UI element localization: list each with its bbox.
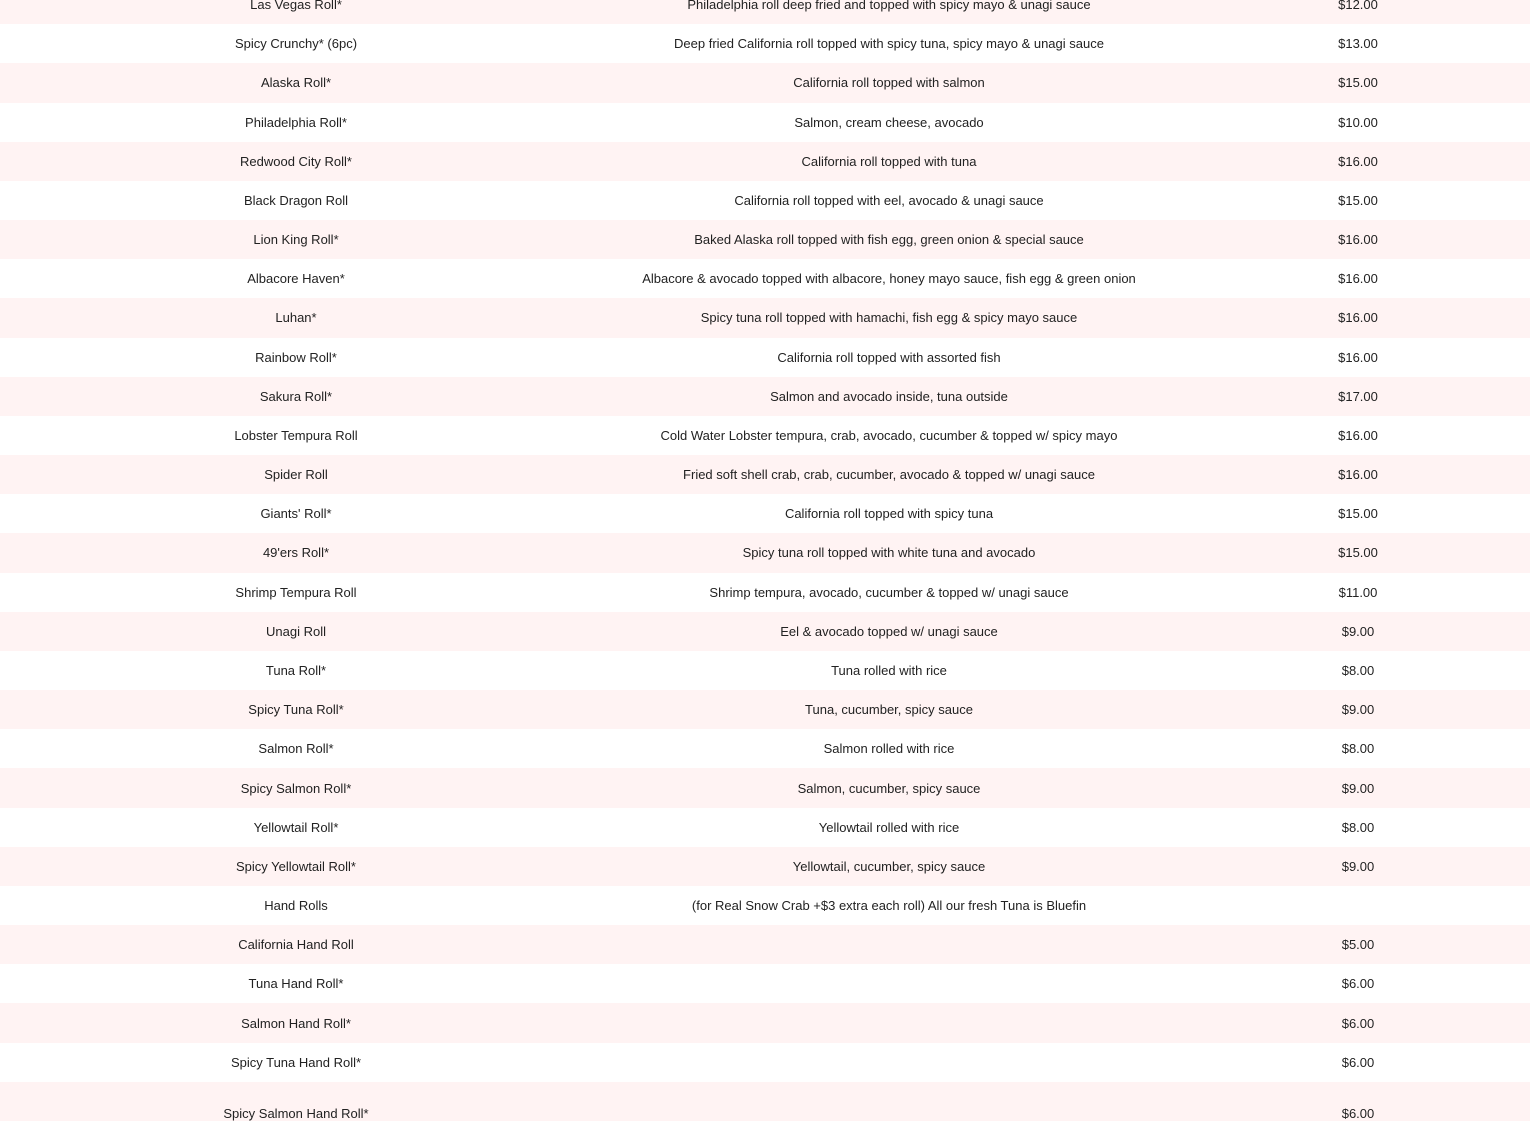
item-price: $6.00: [1341, 1015, 1375, 1031]
item-name: Unagi Roll: [266, 623, 326, 639]
item-name: Giants' Roll*: [260, 506, 332, 522]
item-price: $8.00: [1341, 741, 1375, 757]
item-price: $8.00: [1341, 663, 1375, 678]
item-description: California roll topped with assorted fish: [777, 349, 1001, 365]
menu-row-las-vegas-roll: [0, 0, 1530, 24]
item-price: $5.00: [1341, 937, 1375, 953]
menu-row-rainbow-roll: [0, 338, 1530, 377]
item-price: $9.00: [1341, 780, 1375, 796]
item-name: Philadelphia Roll*: [245, 114, 347, 130]
item-price: $16.00: [1338, 232, 1378, 248]
item-description: Philadelphia roll deep fried and topped with spicy mayo & unagi sauce: [687, 0, 1091, 13]
menu-row-albacore-haven: [0, 259, 1530, 298]
menu-row-spider-roll: [0, 455, 1530, 494]
item-description: Eel & avocado topped w/ unagi sauce: [780, 623, 998, 639]
menu-row-california-hand-roll: [0, 925, 1530, 964]
item-price: $9.00: [1341, 702, 1375, 718]
item-description: Cold Water Lobster tempura, crab, avocado, cucumber & topped w/ spicy mayo: [660, 427, 1118, 443]
item-price: $16.00: [1338, 427, 1378, 443]
item-description: Yellowtail, cucumber, spicy sauce: [792, 858, 986, 874]
item-name: 49'ers Roll*: [262, 545, 330, 561]
item-name: Lion King Roll*: [253, 232, 339, 248]
item-price: $10.00: [1338, 114, 1378, 130]
menu-row-spicy-tuna-roll: [0, 690, 1530, 729]
item-price: $16.00: [1338, 271, 1378, 287]
item-name: Spicy Salmon Hand Roll*: [223, 1105, 369, 1121]
item-name: Tuna Hand Roll*: [248, 976, 344, 992]
item-description: California roll topped with spicy tuna: [784, 506, 994, 522]
item-name: Spicy Salmon Roll*: [240, 780, 352, 796]
item-description: Spicy tuna roll topped with hamachi, fish egg & spicy mayo sauce: [700, 310, 1078, 326]
item-price: $8.00: [1341, 819, 1375, 835]
item-description: California roll topped with salmon: [793, 75, 985, 91]
item-description: California roll topped with eel, avocado & unagi sauce: [734, 192, 1044, 208]
item-name: Rainbow Roll*: [255, 349, 337, 365]
item-name: Spicy Tuna Hand Roll*: [230, 1054, 362, 1070]
item-description: Salmon, cream cheese, avocado: [794, 114, 984, 130]
menu-row-tuna-roll: [0, 651, 1530, 690]
menu-row-alaska-roll: [0, 63, 1530, 102]
menu-row-shrimp-tempura-roll: [0, 573, 1530, 612]
item-price: $16.00: [1338, 349, 1378, 365]
item-name: Salmon Hand Roll*: [241, 1015, 351, 1031]
item-description: Salmon, cucumber, spicy sauce: [797, 780, 981, 796]
item-price: $16.00: [1338, 310, 1378, 326]
item-name: Tuna Roll*: [265, 663, 327, 678]
item-name: Spicy Tuna Roll*: [248, 702, 344, 718]
item-price: $17.00: [1338, 388, 1378, 404]
item-price: $6.00: [1341, 1054, 1375, 1070]
menu-row-sakura-roll: [0, 377, 1530, 416]
item-name: Albacore Haven*: [247, 271, 345, 287]
item-price: $6.00: [1341, 1105, 1375, 1121]
item-description: Fried soft shell crab, crab, cucumber, avocado & topped w/ unagi sauce: [683, 467, 1095, 483]
menu-row-unagi-roll: [0, 612, 1530, 651]
item-description: Tuna, cucumber, spicy sauce: [805, 702, 973, 718]
item-price: $6.00: [1341, 976, 1375, 992]
section-name: Hand Rolls: [264, 898, 328, 914]
item-price: $15.00: [1338, 192, 1378, 208]
item-description: Baked Alaska roll topped with fish egg, green onion & special sauce: [694, 232, 1084, 248]
menu-row-spicy-salmon-roll: [0, 768, 1530, 807]
item-description: Yellowtail rolled with rice: [818, 819, 960, 835]
menu-row-lion-king-roll: [0, 220, 1530, 259]
menu-row-lobster-tempura-roll: [0, 416, 1530, 455]
menu-row-salmon-hand-roll: [0, 1003, 1530, 1042]
menu-row-spicy-salmon-hand-roll: [0, 1082, 1530, 1121]
menu-row-49ers-roll: [0, 533, 1530, 572]
menu-row-philadelphia-roll: [0, 103, 1530, 142]
item-description: Deep fried California roll topped with spicy tuna, spicy mayo & unagi sauce: [674, 36, 1104, 52]
item-name: Spicy Yellowtail Roll*: [236, 858, 356, 874]
menu-row-salmon-roll: [0, 729, 1530, 768]
item-name: Luhan*: [275, 310, 317, 326]
item-price: $11.00: [1338, 584, 1378, 600]
item-description: Shrimp tempura, avocado, cucumber & topped w/ unagi sauce: [709, 584, 1069, 600]
item-price: $16.00: [1338, 467, 1378, 483]
menu-row-spicy-crunchy: [0, 24, 1530, 63]
item-price: $12.00: [1338, 0, 1378, 13]
item-name: Shrimp Tempura Roll: [235, 584, 357, 600]
item-name: Alaska Roll*: [260, 75, 332, 91]
item-description: California roll topped with tuna: [801, 153, 977, 169]
item-price: $13.00: [1338, 36, 1378, 52]
menu-row-luhan: [0, 298, 1530, 337]
section-note: (for Real Snow Crab +$3 extra each roll) All our fresh Tuna is Bluefin: [691, 898, 1087, 914]
menu-row-redwood-city-roll: [0, 142, 1530, 181]
item-name: Salmon Roll*: [258, 741, 334, 757]
item-description: Salmon and avocado inside, tuna outside: [770, 388, 1008, 404]
item-price: $16.00: [1338, 153, 1378, 169]
item-name: Black Dragon Roll: [243, 192, 349, 208]
menu-row-yellowtail-roll: [0, 808, 1530, 847]
item-description: Spicy tuna roll topped with white tuna and avocado: [742, 545, 1036, 561]
item-price: $9.00: [1341, 858, 1375, 874]
menu-row-black-dragon-roll: [0, 181, 1530, 220]
item-name: Las Vegas Roll*: [250, 0, 342, 13]
menu-row-tuna-hand-roll: [0, 964, 1530, 1003]
item-description: Albacore & avocado topped with albacore, honey mayo sauce, fish egg & green onion: [642, 271, 1136, 287]
item-name: Sakura Roll*: [259, 388, 333, 404]
item-price: $15.00: [1338, 506, 1378, 522]
menu-row-giants-roll: [0, 494, 1530, 533]
item-name: California Hand Roll: [238, 937, 354, 953]
item-description: Salmon rolled with rice: [823, 741, 955, 757]
item-price: $15.00: [1338, 75, 1378, 91]
item-name: Spider Roll: [264, 467, 328, 483]
item-price: $15.00: [1338, 545, 1378, 561]
item-name: Spicy Crunchy* (6pc): [234, 36, 358, 52]
item-name: Redwood City Roll*: [240, 153, 352, 169]
item-name: Yellowtail Roll*: [253, 819, 339, 835]
item-name: Lobster Tempura Roll: [234, 427, 358, 443]
item-price: $9.00: [1341, 623, 1375, 639]
item-description: Tuna rolled with rice: [831, 663, 947, 678]
menu-row-hand-rolls-header: [0, 886, 1530, 925]
menu-row-spicy-yellowtail-roll: [0, 847, 1530, 886]
menu-row-spicy-tuna-hand-roll: [0, 1043, 1530, 1082]
